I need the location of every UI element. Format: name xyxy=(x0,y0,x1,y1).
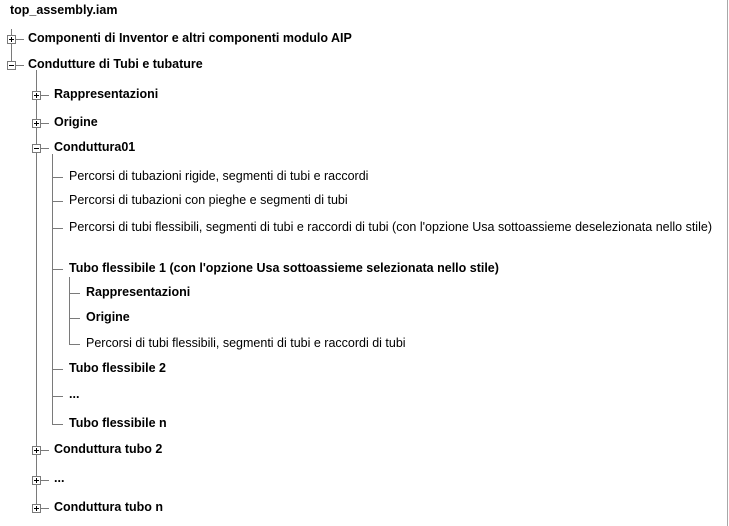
expand-plus-icon[interactable] xyxy=(32,446,41,455)
tree-line xyxy=(40,508,49,509)
tree-line xyxy=(69,318,80,319)
tree-line xyxy=(36,70,37,508)
tree-node-hose1-routes[interactable]: Percorsi di tubi flessibili, segmenti di tubi e raccordi di tubi xyxy=(86,336,406,350)
tree-node-tube-pipe-runs[interactable]: Condutture di Tubi e tubature xyxy=(28,57,203,71)
tree-node-run01[interactable]: Conduttura01 xyxy=(54,140,136,154)
tree-node-hose1-representations[interactable]: Rappresentazioni xyxy=(86,285,191,299)
tree-node-hoses-ellipsis: ... xyxy=(69,387,80,401)
tree-node-rigid-routes[interactable]: Percorsi di tubazioni rigide, segmenti di tubi e raccordi xyxy=(69,169,369,183)
expand-plus-icon[interactable] xyxy=(7,35,16,44)
collapse-minus-icon[interactable] xyxy=(32,144,41,153)
tree-node-root-assembly[interactable]: top_assembly.iam xyxy=(10,3,118,17)
tree-line xyxy=(52,369,63,370)
expand-plus-icon[interactable] xyxy=(32,119,41,128)
tree-node-origin[interactable]: Origine xyxy=(54,115,98,129)
tree-line xyxy=(40,480,49,481)
tree-line xyxy=(52,269,63,270)
tree-node-run-2[interactable]: Conduttura tubo 2 xyxy=(54,442,163,456)
tree-node-flexible-routes[interactable]: Percorsi di tubi flessibili, segmenti di tubi e raccordi di tubi (con l'opzione Usa sottoassieme deselezionata nello stile) xyxy=(69,220,712,234)
tree-line xyxy=(40,95,49,96)
expand-plus-icon[interactable] xyxy=(32,476,41,485)
panel-border xyxy=(727,0,728,526)
tree-line xyxy=(52,424,63,425)
tree-line xyxy=(52,228,63,229)
tree-node-runs-ellipsis: ... xyxy=(54,471,65,485)
tree-node-flex-hose-n[interactable]: Tubo flessibile n xyxy=(69,416,167,430)
tree-node-inventor-components[interactable]: Componenti di Inventor e altri componenti modulo AIP xyxy=(28,31,352,45)
tree-line xyxy=(40,450,49,451)
tree-node-flex-hose-1[interactable]: Tubo flessibile 1 (con l'opzione Usa sottoassieme selezionata nello stile) xyxy=(69,261,499,275)
tree-line xyxy=(69,277,70,344)
tree-node-representations[interactable]: Rappresentazioni xyxy=(54,87,159,101)
tree-line xyxy=(52,154,53,424)
tree-line xyxy=(15,65,24,66)
tree-line xyxy=(52,177,63,178)
expand-plus-icon[interactable] xyxy=(32,91,41,100)
tree-line xyxy=(69,293,80,294)
tree-line xyxy=(52,201,63,202)
tree-line xyxy=(69,344,80,345)
expand-plus-icon[interactable] xyxy=(32,504,41,513)
tree-node-bent-routes[interactable]: Percorsi di tubazioni con pieghe e segmenti di tubi xyxy=(69,193,348,207)
tree-line xyxy=(40,123,49,124)
tree-node-flex-hose-2[interactable]: Tubo flessibile 2 xyxy=(69,361,167,375)
tree-node-hose1-origin[interactable]: Origine xyxy=(86,310,130,324)
tree-node-run-n[interactable]: Conduttura tubo n xyxy=(54,500,163,514)
tree-line xyxy=(40,148,49,149)
tree-line xyxy=(52,396,63,397)
collapse-minus-icon[interactable] xyxy=(7,61,16,70)
tree-line xyxy=(15,39,24,40)
